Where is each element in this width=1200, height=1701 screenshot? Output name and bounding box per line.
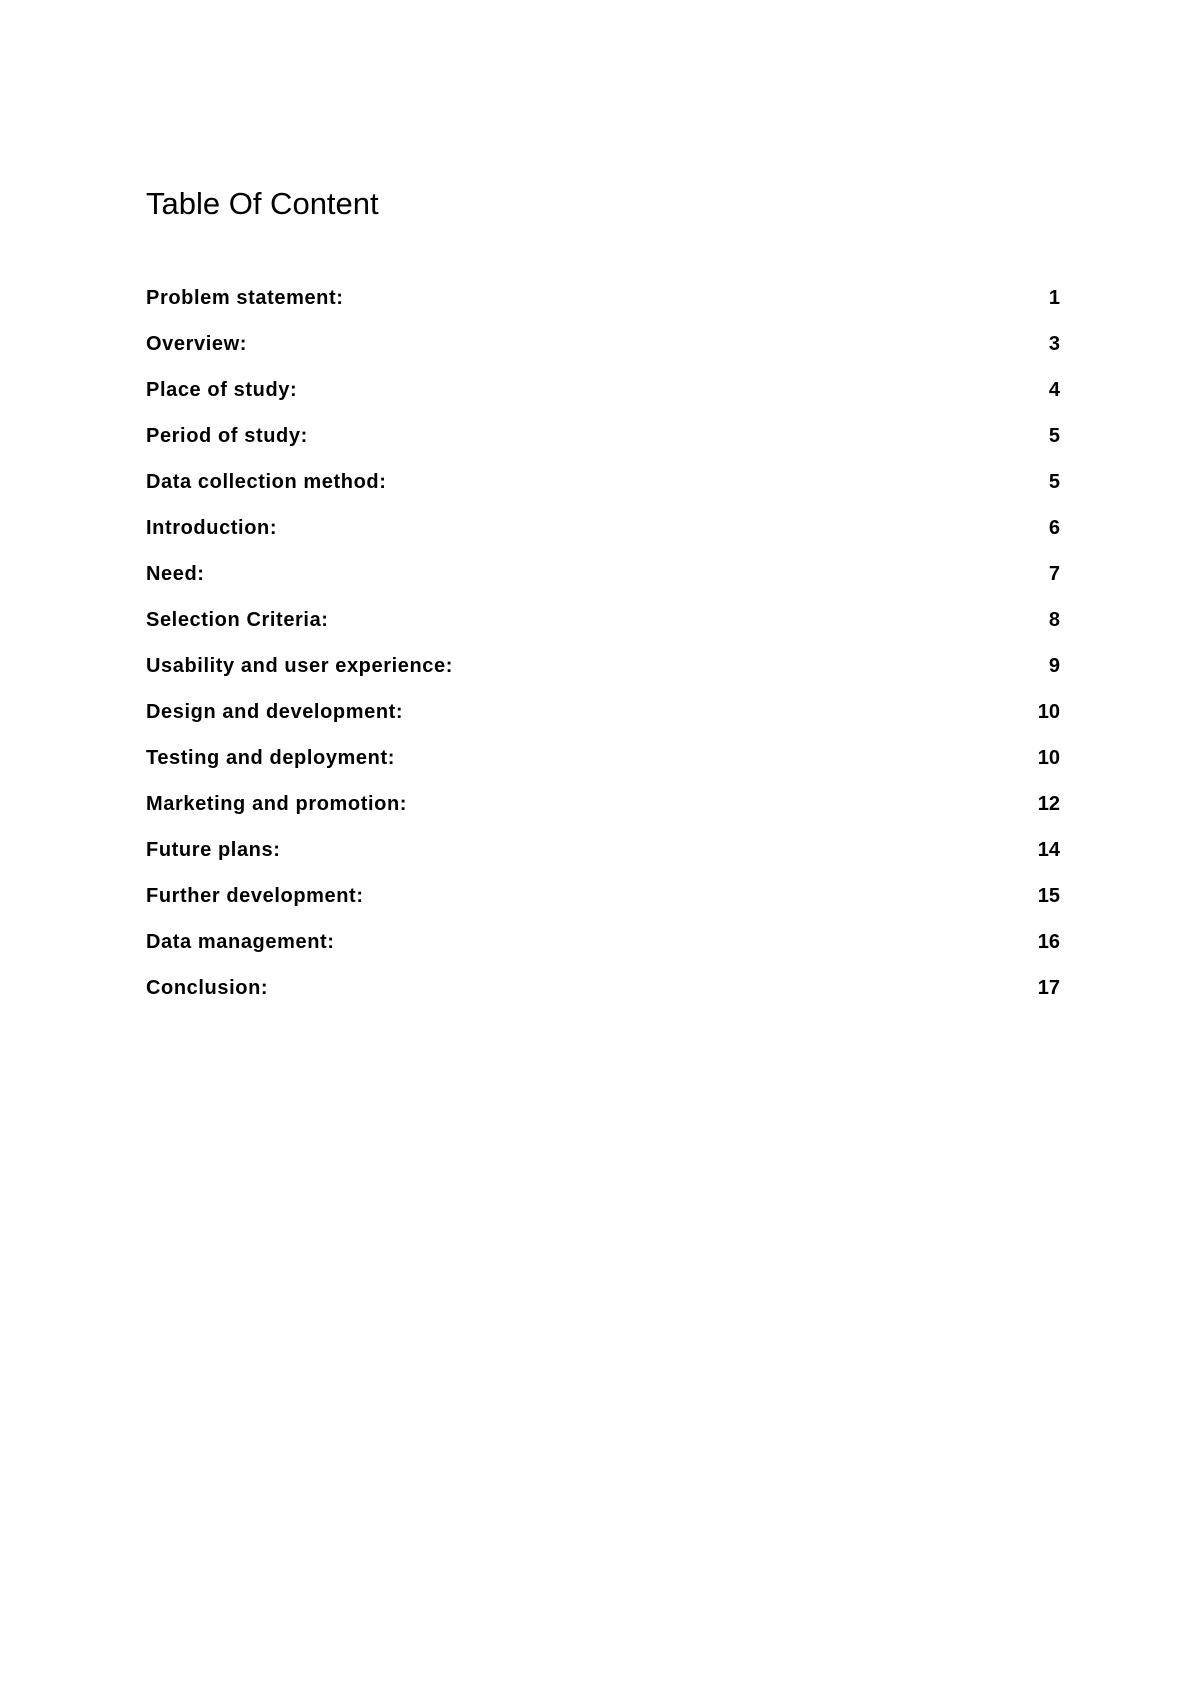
toc-entry-page-number: 9: [1048, 654, 1060, 677]
toc-entry-page-number: 16: [1037, 930, 1060, 953]
toc-entry-label: Marketing and promotion:: [146, 792, 408, 815]
toc-entry-page-number: 10: [1037, 746, 1060, 769]
toc-entry-label: Further development:: [146, 884, 364, 907]
toc-entry-page-number: 14: [1037, 838, 1060, 861]
toc-entry: [146, 643, 1060, 689]
toc-entry-label: Need:: [146, 562, 205, 585]
toc-entry: [146, 321, 1060, 367]
toc-entry-page-number: 12: [1037, 792, 1060, 815]
toc-entry-label: Overview:: [146, 332, 248, 355]
toc-entry-page-number: 5: [1048, 424, 1060, 447]
toc-entry: [146, 413, 1060, 459]
toc-entry: [146, 873, 1060, 919]
toc-entry: [146, 597, 1060, 643]
toc-entry-label: Data collection method:: [146, 470, 387, 493]
toc-entry-page-number: 4: [1048, 378, 1060, 401]
toc-entry: [146, 551, 1060, 597]
toc-entry-page-number: 6: [1048, 516, 1060, 539]
table-of-contents: [146, 275, 1060, 1011]
toc-entry: [146, 965, 1060, 1011]
toc-entry-page-number: 5: [1048, 470, 1060, 493]
toc-entry-label: Testing and deployment:: [146, 746, 395, 769]
toc-entry-page-number: 8: [1048, 608, 1060, 631]
toc-entry-page-number: 7: [1048, 562, 1060, 585]
toc-entry-label: Introduction:: [146, 516, 278, 539]
toc-entry-page-number: 17: [1037, 976, 1060, 999]
toc-entry: [146, 459, 1060, 505]
toc-entry: [146, 735, 1060, 781]
toc-entry-page-number: 10: [1037, 700, 1060, 723]
toc-entry-label: Future plans:: [146, 838, 281, 861]
toc-entry: [146, 505, 1060, 551]
page-title: Table Of Content: [146, 186, 379, 221]
toc-entry-label: Data management:: [146, 930, 335, 953]
toc-entry-page-number: 1: [1048, 286, 1060, 309]
toc-entry-label: Usability and user experience:: [146, 654, 454, 677]
toc-entry: [146, 919, 1060, 965]
toc-entry: [146, 367, 1060, 413]
toc-entry: [146, 781, 1060, 827]
toc-entry-page-number: 15: [1037, 884, 1060, 907]
toc-entry-label: Conclusion:: [146, 976, 269, 999]
toc-entry-page-number: 3: [1048, 332, 1060, 355]
toc-entry-label: Problem statement:: [146, 286, 344, 309]
toc-entry-label: Design and development:: [146, 700, 404, 723]
toc-entry-label: Period of study:: [146, 424, 308, 447]
toc-entry: [146, 689, 1060, 735]
toc-entry: [146, 827, 1060, 873]
toc-entry-label: Selection Criteria:: [146, 608, 329, 631]
toc-entry-label: Place of study:: [146, 378, 298, 401]
toc-entry: [146, 275, 1060, 321]
